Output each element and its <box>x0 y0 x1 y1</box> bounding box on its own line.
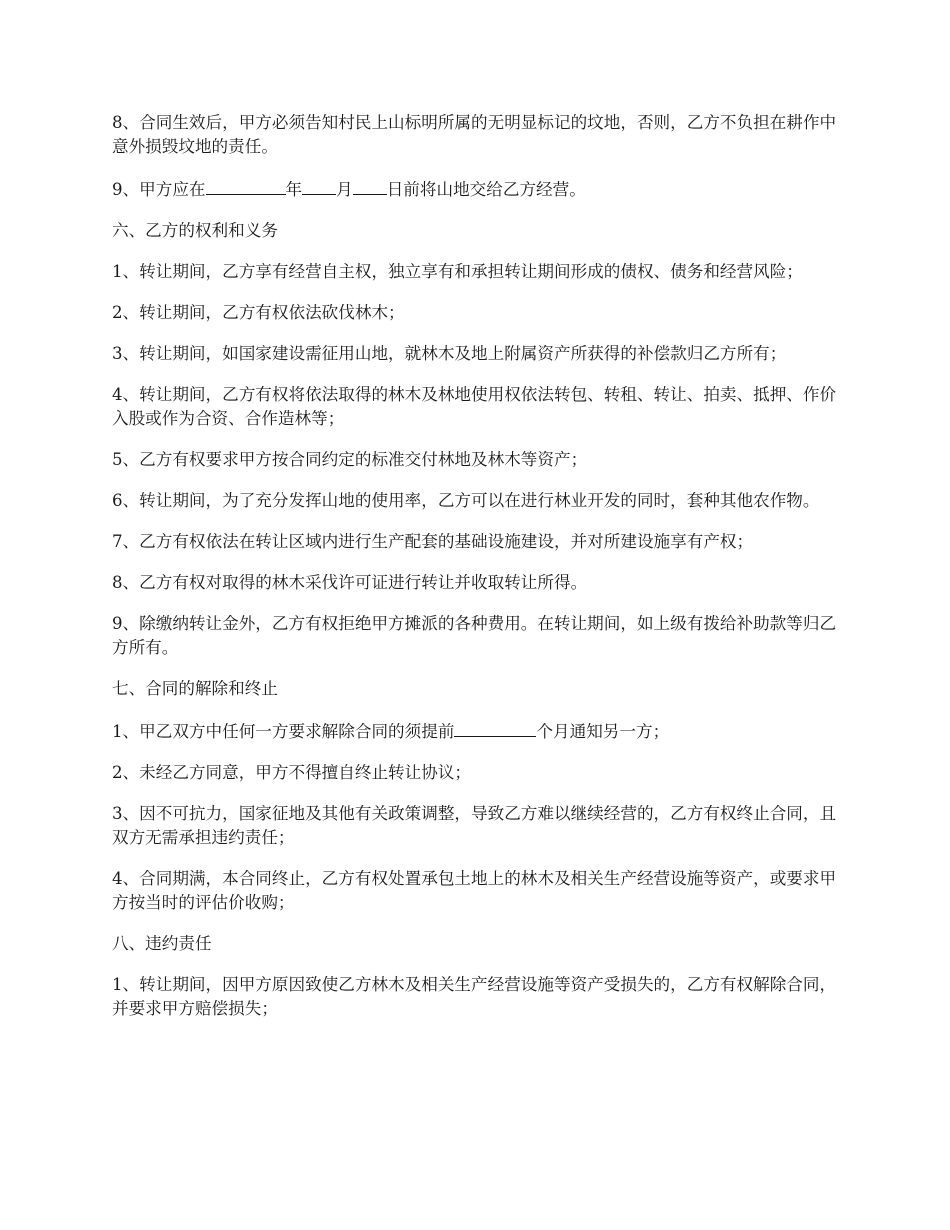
clause-6-9: 9、除缴纳转让金外，乙方有权拒绝甲方摊派的各种费用。在转让期间，如上级有拨给补助款等归乙方所有。 <box>112 614 837 657</box>
clause-6-6: 6、转让期间，为了充分发挥山地的使用率，乙方可以在进行林业开发的同时，套种其他农作物。 <box>112 491 820 510</box>
clause-7-1-text-b: 个月通知另一方； <box>536 722 670 741</box>
clause-7-3: 3、因不可抗力，国家征地及其他有关政策调整，导致乙方难以继续经营的，乙方有权终止合同，且双方无需承担违约责任； <box>112 804 837 847</box>
section-heading-8: 八、违约责任 <box>112 934 212 953</box>
clause-6-3: 3、转让期间，如国家建设需征用山地，就林木及地上附属资产所获得的补偿款归乙方所有； <box>112 344 787 363</box>
clause-7-1-text-a: 1、甲乙双方中任何一方要求解除合同的须提前 <box>112 722 455 741</box>
clause-7-1 <box>112 718 840 744</box>
clause-6-1: 1、转让期间，乙方享有经营自主权，独立享有和承担转让期间形成的债权、债务和经营风险； <box>112 262 803 281</box>
clause-5-8: 8、合同生效后，甲方必须告知村民上山标明所属的无明显标记的坟地，否则，乙方不负担在耕作中意外损毁坟地的责任。 <box>112 113 837 156</box>
clause-6-2: 2、转让期间，乙方有权依法砍伐林木； <box>112 303 405 322</box>
section-heading-6: 六、乙方的权利和义务 <box>112 221 278 240</box>
document-body <box>112 111 840 1038</box>
clause-5-9-text-d: 日前将山地交给乙方经营。 <box>386 180 586 199</box>
clause-7-4: 4、合同期满，本合同终止，乙方有权处置承包土地上的林木及相关生产经营设施等资产，或要求甲方按当时的评估价收购； <box>112 869 837 912</box>
clause-6-4: 4、转让期间，乙方有权将依法取得的林木及林地使用权依法转包、转租、转让、拍卖、抵押、作价入股或作为合资、合作造林等； <box>112 385 837 428</box>
clause-6-5: 5、乙方有权要求甲方按合同约定的标准交付林地及林木等资产； <box>112 450 588 469</box>
year-blank <box>206 176 286 195</box>
clause-8-1: 1、转让期间，因甲方原因致使乙方林木及相关生产经营设施等资产受损失的，乙方有权解除合同，并要求甲方赔偿损失； <box>112 975 837 1018</box>
day-blank <box>353 176 387 195</box>
clause-5-9-text-b: 年 <box>285 180 303 199</box>
section-heading-7: 七、合同的解除和终止 <box>112 679 278 698</box>
months-blank <box>454 718 536 737</box>
clause-7-2: 2、未经乙方同意，甲方不得擅自终止转让协议； <box>112 763 472 782</box>
clause-5-9-text-a: 9、甲方应在 <box>112 180 206 199</box>
clause-6-7: 7、乙方有权依法在转让区域内进行生产配套的基础设施建设，并对所建设施享有产权； <box>112 532 754 551</box>
clause-5-9 <box>112 176 840 202</box>
month-blank <box>302 176 336 195</box>
clause-5-9-text-c: 月 <box>336 180 353 199</box>
clause-6-8: 8、乙方有权对取得的林木采伐许可证进行转让并收取转让所得。 <box>112 573 588 592</box>
